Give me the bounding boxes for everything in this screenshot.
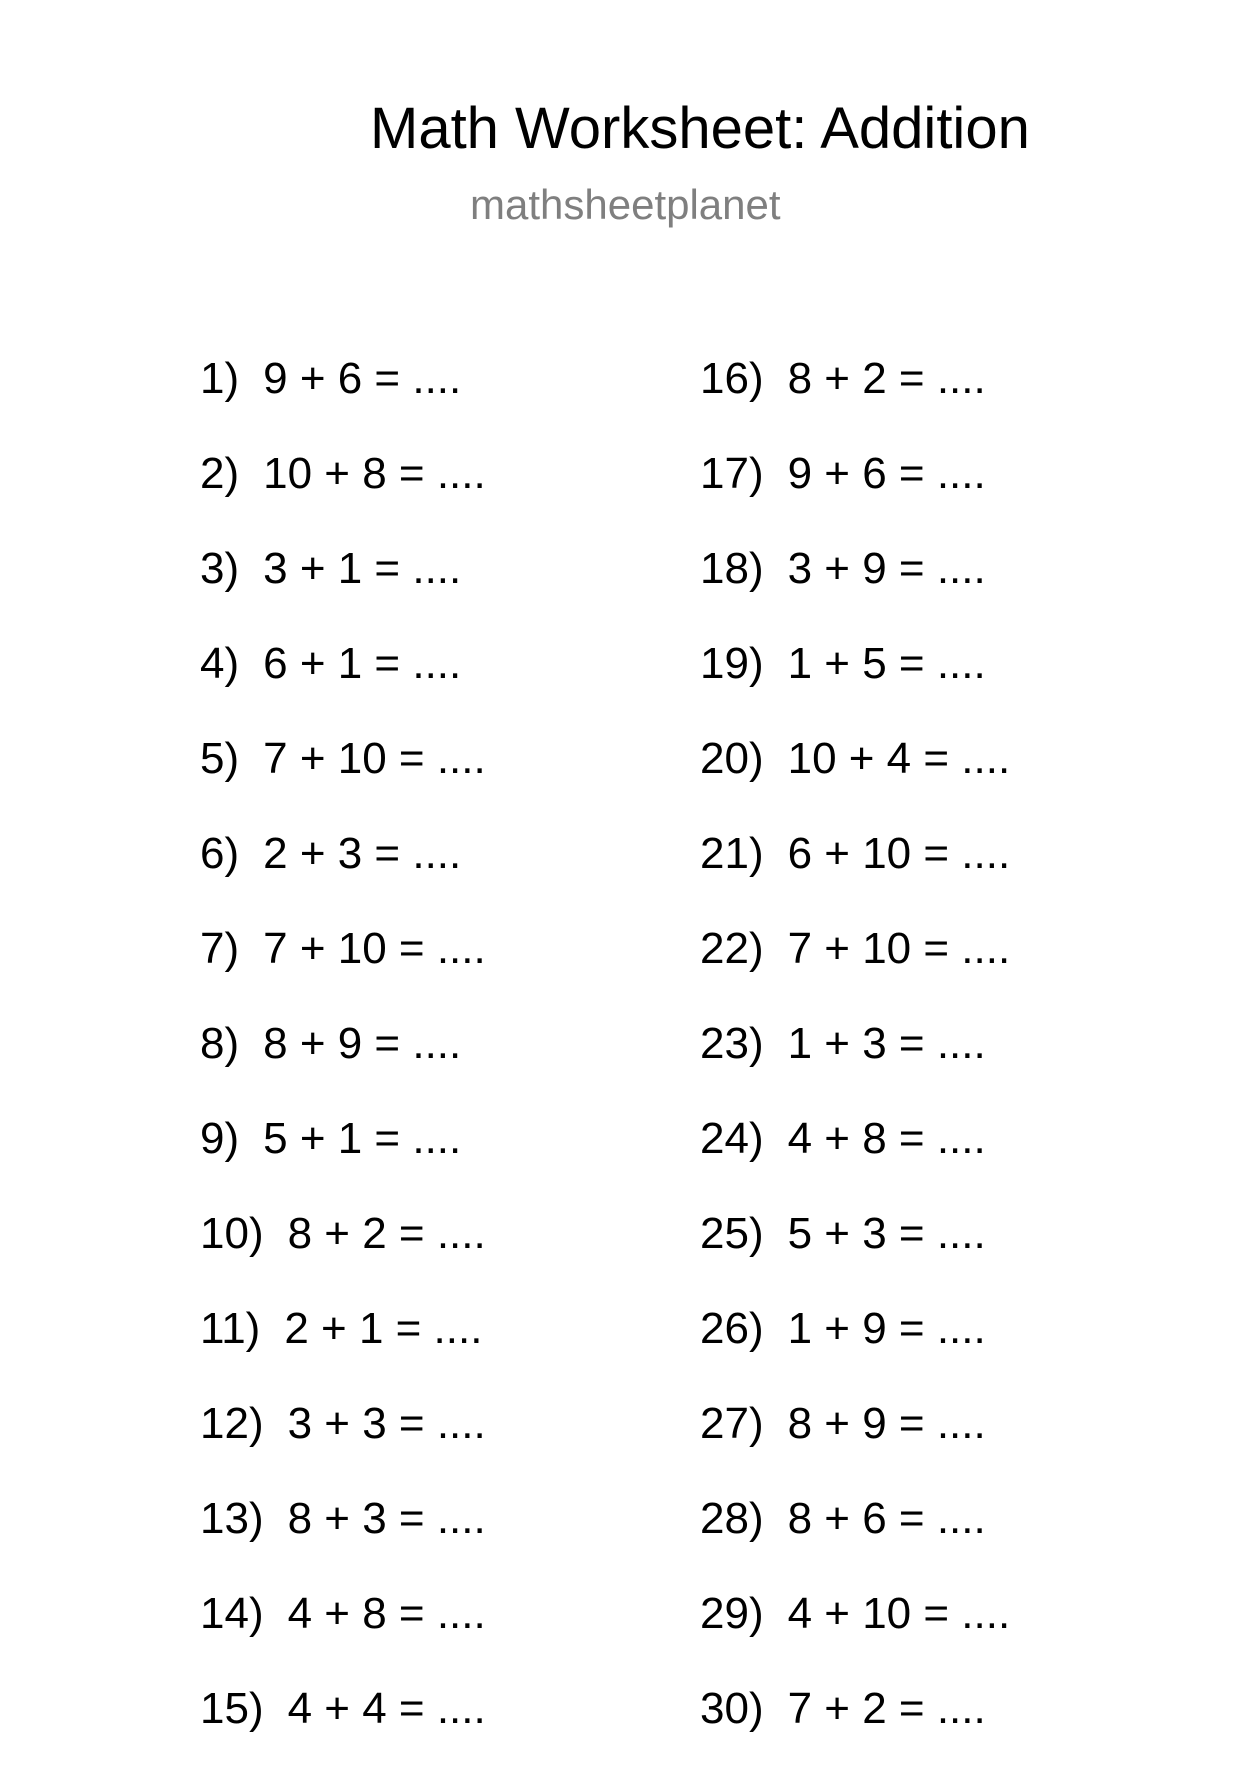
problem-expression: 4 + 10 = .... (787, 1589, 1011, 1638)
problem-number: 17) (700, 449, 764, 498)
problem-number: 10) (200, 1209, 264, 1258)
problem-expression: 8 + 2 = .... (287, 1209, 486, 1258)
problem-number: 25) (700, 1209, 764, 1258)
problem-number: 26) (700, 1304, 764, 1353)
problem-item (200, 824, 486, 919)
problem-number: 6) (200, 829, 240, 878)
problem-expression: 8 + 2 = .... (787, 354, 986, 403)
problem-item (200, 539, 486, 634)
problem-expression: 4 + 8 = .... (787, 1114, 986, 1163)
problem-expression: 8 + 3 = .... (287, 1494, 486, 1543)
problem-expression: 3 + 1 = .... (263, 544, 462, 593)
problem-item (700, 1204, 1010, 1299)
problem-number: 13) (200, 1494, 264, 1543)
problem-expression: 8 + 9 = .... (787, 1399, 986, 1448)
problem-item (200, 349, 486, 444)
problem-number: 12) (200, 1399, 264, 1448)
problem-number: 18) (700, 544, 764, 593)
problem-expression: 2 + 1 = .... (284, 1304, 483, 1353)
problem-item (200, 1014, 486, 1109)
problem-expression: 2 + 3 = .... (263, 829, 462, 878)
problem-item (200, 1299, 486, 1394)
problem-expression: 7 + 10 = .... (263, 924, 486, 973)
problem-item (200, 444, 486, 539)
problem-expression: 6 + 1 = .... (263, 639, 462, 688)
problem-expression: 5 + 3 = .... (787, 1209, 986, 1258)
problem-item (200, 729, 486, 824)
problem-item (200, 1204, 486, 1299)
problem-number: 9) (200, 1114, 240, 1163)
problem-item (700, 824, 1010, 919)
problem-number: 5) (200, 734, 240, 783)
problem-expression: 8 + 6 = .... (787, 1494, 986, 1543)
problem-number: 20) (700, 734, 764, 783)
problem-number: 29) (700, 1589, 764, 1638)
problem-item (200, 919, 486, 1014)
problem-item (700, 1394, 1010, 1489)
problem-item (200, 1679, 486, 1774)
problem-expression: 3 + 3 = .... (287, 1399, 486, 1448)
problem-number: 30) (700, 1684, 764, 1733)
problem-number: 21) (700, 829, 764, 878)
problem-expression: 10 + 4 = .... (787, 734, 1011, 783)
problem-expression: 9 + 6 = .... (263, 354, 462, 403)
problem-number: 16) (700, 354, 764, 403)
problem-number: 15) (200, 1684, 264, 1733)
problem-expression: 5 + 1 = .... (263, 1114, 462, 1163)
site-name: mathsheetplanet (470, 181, 781, 228)
problem-number: 1) (200, 354, 240, 403)
problem-item (700, 444, 1010, 539)
problem-item (700, 729, 1010, 824)
problems-column-right (700, 349, 1010, 1774)
problem-item (200, 1394, 486, 1489)
problem-expression: 3 + 9 = .... (787, 544, 986, 593)
problem-number: 27) (700, 1399, 764, 1448)
problem-number: 11) (200, 1304, 261, 1353)
problem-number: 2) (200, 449, 240, 498)
problem-expression: 9 + 6 = .... (787, 449, 986, 498)
problem-item (700, 349, 1010, 444)
problem-item (700, 1679, 1010, 1774)
problem-expression: 1 + 3 = .... (787, 1019, 986, 1068)
problem-number: 24) (700, 1114, 764, 1163)
problem-number: 4) (200, 639, 240, 688)
problem-item (200, 1109, 486, 1204)
problem-number: 14) (200, 1589, 264, 1638)
problem-expression: 7 + 10 = .... (787, 924, 1011, 973)
problem-item (700, 1299, 1010, 1394)
problem-number: 22) (700, 924, 764, 973)
problem-number: 8) (200, 1019, 240, 1068)
problem-item (700, 1584, 1010, 1679)
problem-number: 3) (200, 544, 240, 593)
problem-item (700, 539, 1010, 634)
problem-expression: 7 + 10 = .... (263, 734, 486, 783)
problem-number: 23) (700, 1019, 764, 1068)
problem-expression: 6 + 10 = .... (787, 829, 1011, 878)
problem-item (700, 1489, 1010, 1584)
problem-item (200, 1584, 486, 1679)
problem-expression: 4 + 8 = .... (287, 1589, 486, 1638)
page-title: Math Worksheet: Addition (370, 96, 1030, 161)
problem-item (700, 1109, 1010, 1204)
problem-expression: 10 + 8 = .... (263, 449, 486, 498)
problem-expression: 4 + 4 = .... (287, 1684, 486, 1733)
problem-expression: 1 + 5 = .... (787, 639, 986, 688)
problem-number: 7) (200, 924, 240, 973)
problem-item (200, 1489, 486, 1584)
problem-item (700, 1014, 1010, 1109)
problem-item (700, 634, 1010, 729)
problem-item (700, 919, 1010, 1014)
problem-expression: 8 + 9 = .... (263, 1019, 462, 1068)
problem-number: 19) (700, 639, 764, 688)
problems-column-left (200, 349, 486, 1774)
problem-number: 28) (700, 1494, 764, 1543)
problem-expression: 7 + 2 = .... (787, 1684, 986, 1733)
problem-item (200, 634, 486, 729)
problem-expression: 1 + 9 = .... (787, 1304, 986, 1353)
